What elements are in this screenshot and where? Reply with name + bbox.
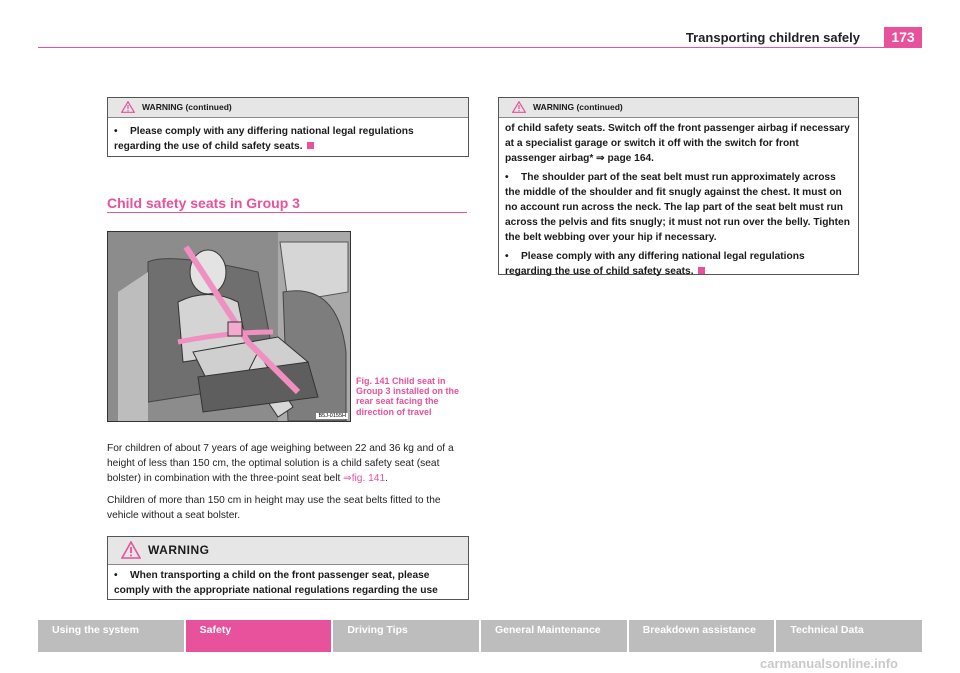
section-heading: Child safety seats in Group 3 <box>107 195 300 211</box>
figure-code: B5J-0155H <box>318 413 346 419</box>
body-paragraph-1 <box>107 441 469 487</box>
figure-link[interactable]: fig. 141 <box>351 473 386 485</box>
warning-bullet-text: Please comply with any differing national legal regulations regarding the use of child safety seats. <box>505 250 805 277</box>
warning-box-bottom <box>107 536 469 600</box>
page-link-arrow: ⇒ <box>596 153 605 165</box>
tab-using-the-system[interactable]: Using the system <box>38 620 184 652</box>
child-seat-illustration <box>108 232 350 421</box>
figure-child-seat <box>107 231 351 422</box>
warning-heading: WARNING (continued) <box>142 102 232 112</box>
warning-intro-text: of child safety seats. Switch off the front passenger airbag if necessary at a specialist garage or switch it off with the switch for front passenger airbag* <box>505 123 850 165</box>
warning-header <box>499 98 858 118</box>
tab-breakdown-assistance[interactable]: Breakdown assistance <box>629 620 775 652</box>
figure-link-arrow: ⇒ <box>343 473 352 485</box>
page-link[interactable]: page 164. <box>604 153 654 165</box>
tab-safety[interactable]: Safety <box>186 620 332 652</box>
tab-general-maintenance[interactable]: General Maintenance <box>481 620 627 652</box>
warning-bullet-text: The shoulder part of the seat belt must run approximately across the middle of the shoulder and fit snugly against the chest. It must on no account run across the neck. The lap part of the seat belt must run across the pelvis and fits snugly; it must not run over the belly. Tighten the belt webbing over your hip if necessary. <box>505 171 850 244</box>
body-paragraph-1-text: For children of about 7 years of age weighing between 22 and 36 kg and of a height of less than 150 cm, the optimal solution is a child safety seat (seat bolster) in combination with the three-point seat belt <box>107 443 454 485</box>
tab-technical-data[interactable]: Technical Data <box>776 620 922 652</box>
body-paragraph-2: Children of more than 150 cm in height may use the seat belts fitted to the vehicle without a seat bolster. <box>107 495 441 522</box>
bullet-icon: • <box>505 171 509 183</box>
header-divider <box>38 47 922 48</box>
page-title: Transporting children safely <box>685 30 860 45</box>
tab-driving-tips[interactable]: Driving Tips <box>333 620 479 652</box>
paragraph-end: . <box>385 473 388 485</box>
warning-icon <box>121 541 141 559</box>
bullet-icon: • <box>505 250 509 262</box>
warning-heading: WARNING (continued) <box>533 102 623 112</box>
warning-body <box>108 118 468 163</box>
warning-bullet-text: Please comply with any differing national legal regulations regarding the use of child safety seats. <box>114 126 414 153</box>
page-number: 173 <box>884 27 922 48</box>
footer-nav <box>38 620 922 652</box>
warning-bullet-text: When transporting a child on the front passenger seat, please comply with the appropriate national regulations regarding the use <box>114 570 438 597</box>
warning-box-continued-left <box>107 97 469 157</box>
warning-body <box>499 118 858 288</box>
warning-icon <box>121 101 135 113</box>
warning-box-continued-right <box>498 97 859 275</box>
warning-header <box>108 537 468 565</box>
figure-caption: Fig. 141 Child seat in Group 3 installed on the rear seat facing the direction of travel <box>356 376 460 417</box>
warning-header <box>108 98 468 118</box>
end-marker-icon <box>307 142 314 149</box>
warning-icon <box>512 101 526 113</box>
bullet-icon: • <box>114 126 118 137</box>
bullet-icon: • <box>114 570 118 581</box>
warning-heading: WARNING <box>148 543 210 557</box>
section-divider <box>107 212 467 213</box>
end-marker-icon <box>698 267 705 274</box>
watermark: carmanualsonline.info <box>760 656 898 671</box>
warning-body <box>108 565 468 607</box>
